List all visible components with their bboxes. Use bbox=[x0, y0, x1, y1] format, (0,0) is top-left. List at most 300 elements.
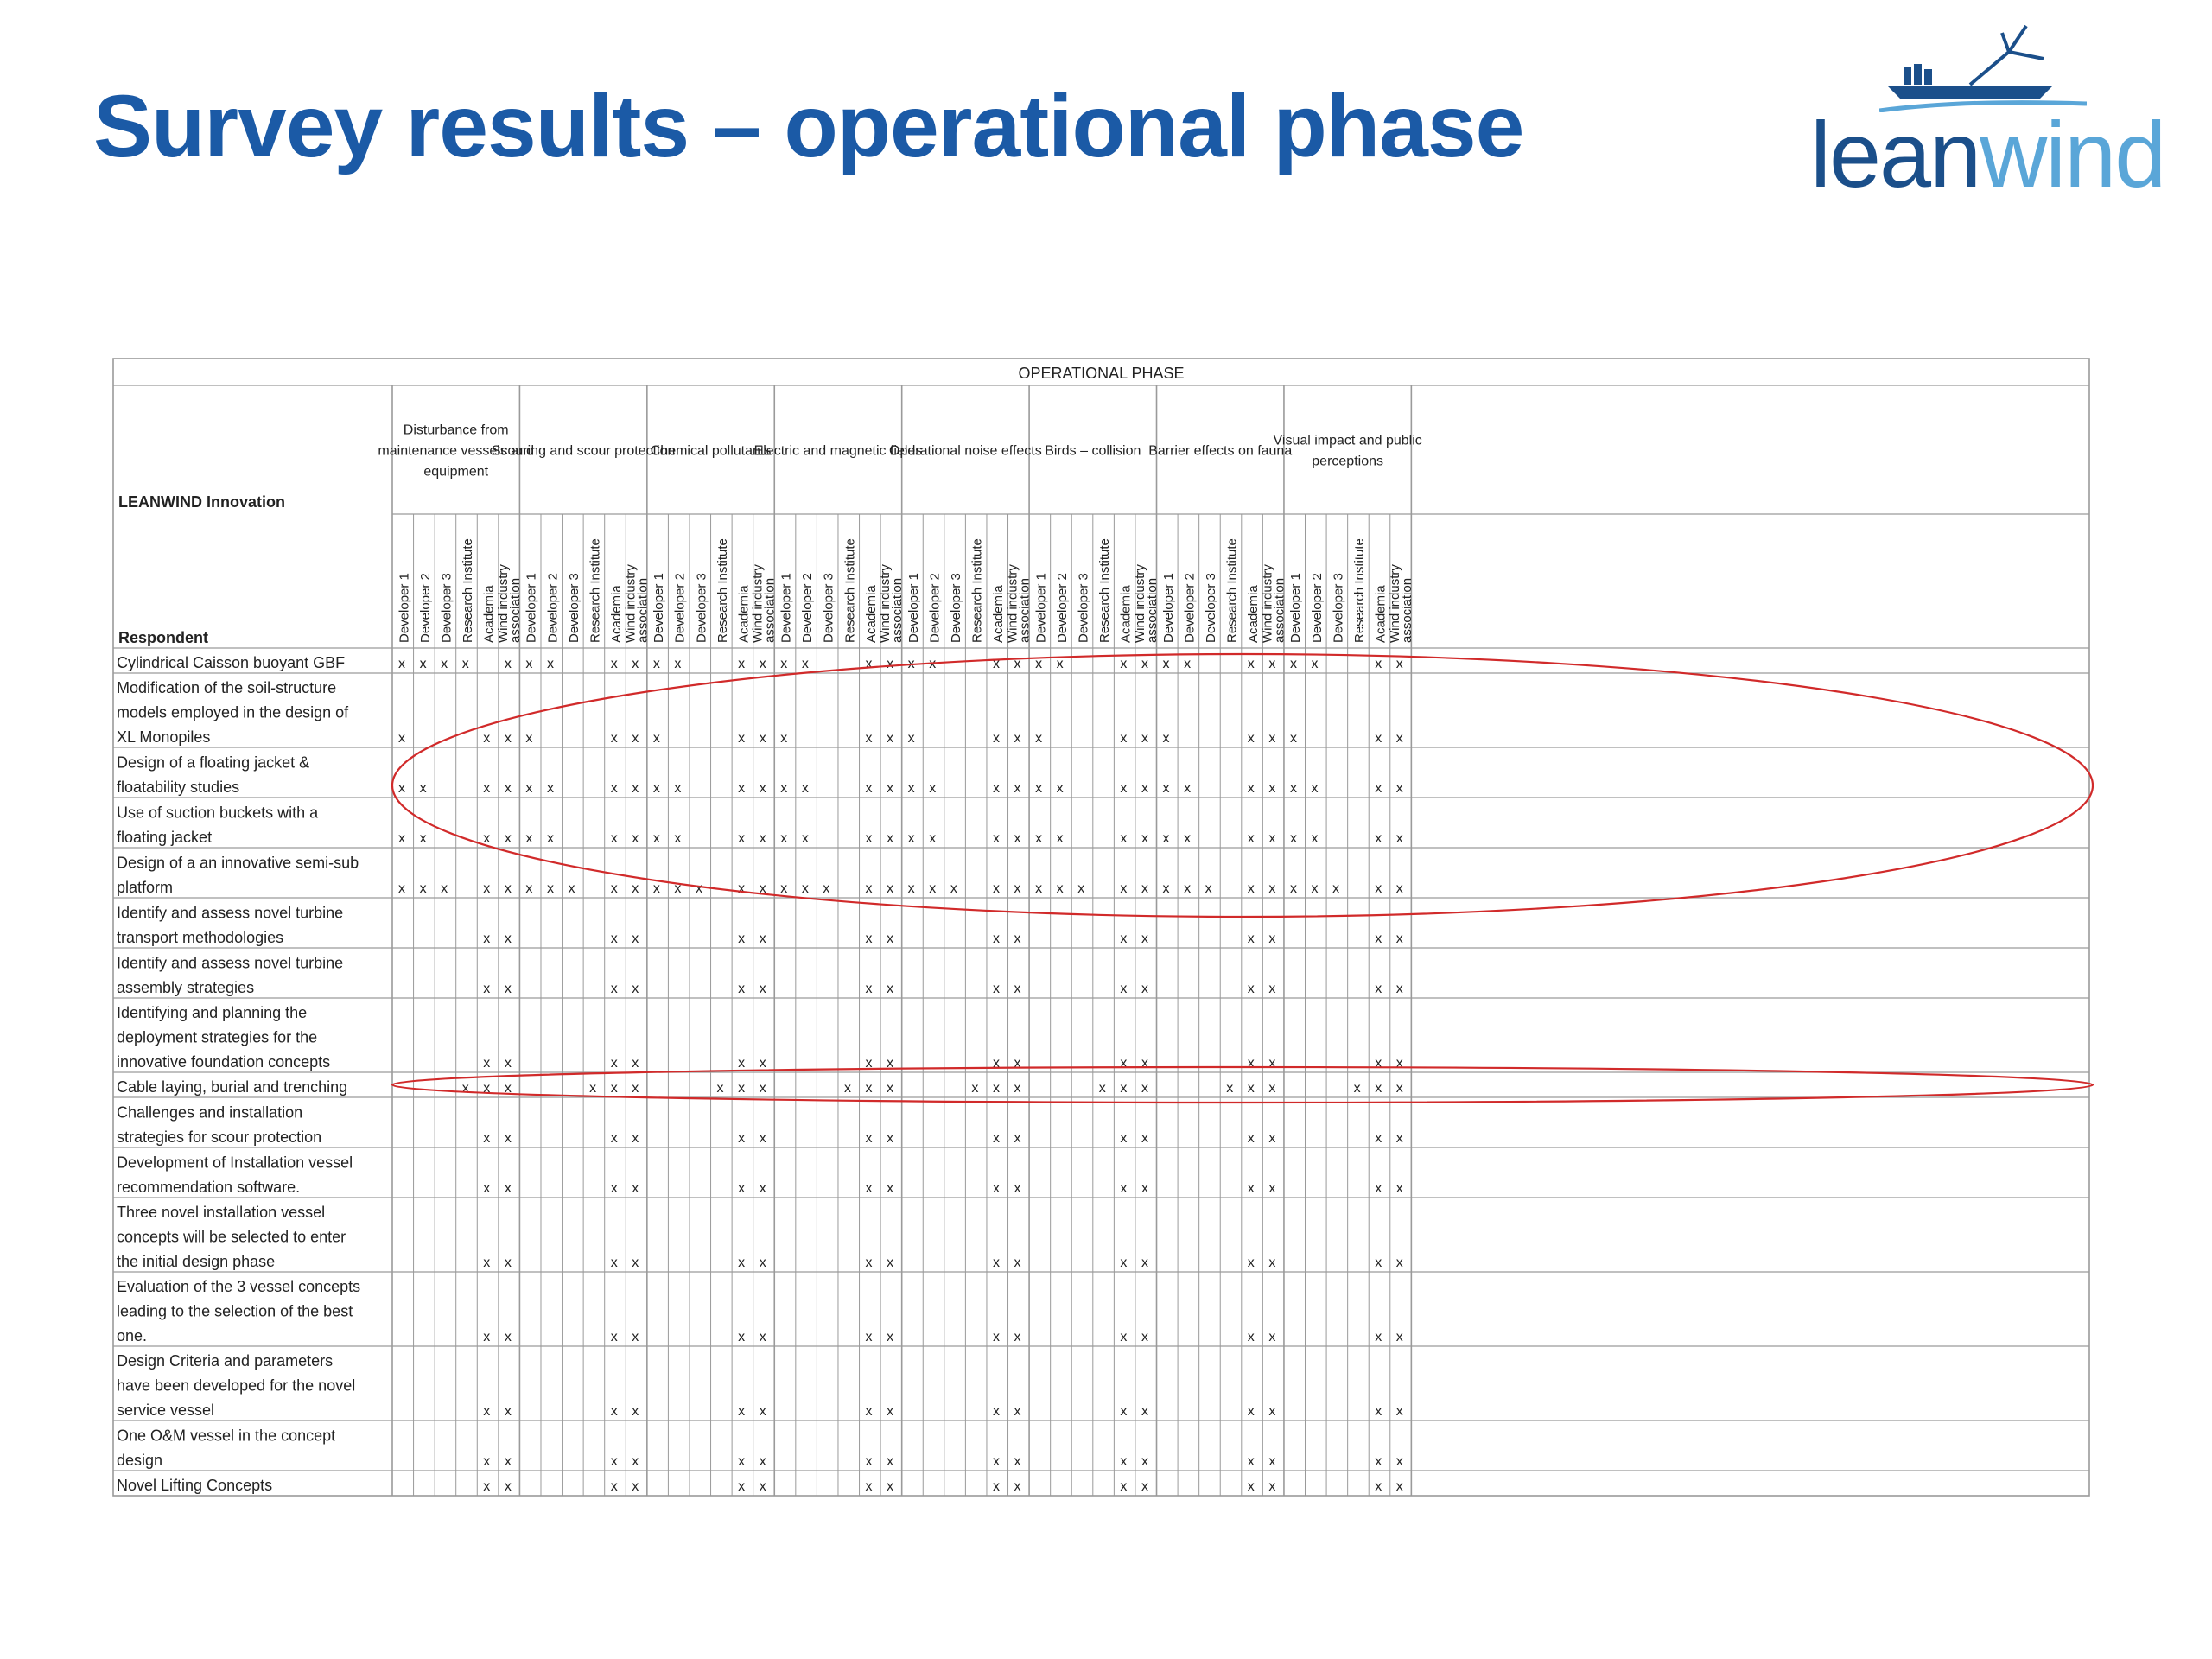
mark-cell: x bbox=[865, 1056, 873, 1071]
mark-cell: x bbox=[398, 881, 405, 896]
mark-cell: x bbox=[1014, 831, 1021, 846]
respondent-label: Academia bbox=[1118, 585, 1134, 643]
mark-cell: x bbox=[738, 881, 746, 896]
mark-cell: x bbox=[1268, 982, 1276, 996]
respondent-label: Developer 3 bbox=[566, 573, 582, 643]
mark-cell: x bbox=[992, 1081, 1000, 1096]
row-label: Challenges and installation bbox=[117, 1103, 303, 1122]
mark-cell: x bbox=[738, 731, 746, 746]
mark-cell: x bbox=[887, 881, 894, 896]
mark-cell: x bbox=[1289, 657, 1297, 671]
mark-cell: x bbox=[1375, 1479, 1382, 1494]
mark-cell: x bbox=[1120, 1131, 1128, 1146]
mark-cell: x bbox=[1395, 1131, 1403, 1146]
mark-cell: x bbox=[398, 831, 405, 846]
mark-cell: x bbox=[610, 781, 618, 796]
mark-cell: x bbox=[610, 931, 618, 946]
mark-cell: x bbox=[1120, 1181, 1128, 1196]
respondent-label: Developer 3 bbox=[694, 573, 709, 643]
mark-cell: x bbox=[632, 1255, 639, 1270]
mark-cell: x bbox=[907, 731, 915, 746]
mark-cell: x bbox=[610, 1081, 618, 1096]
mark-cell: x bbox=[865, 1404, 873, 1419]
mark-cell: x bbox=[887, 1255, 894, 1270]
mark-cell: x bbox=[1311, 831, 1319, 846]
mark-cell: x bbox=[1035, 831, 1043, 846]
mark-cell: x bbox=[1141, 881, 1148, 896]
respondent-label: Developer 3 bbox=[439, 573, 454, 643]
mark-cell: x bbox=[610, 1181, 618, 1196]
mark-cell: x bbox=[759, 1330, 766, 1344]
respondent-label: Developer 2 bbox=[1054, 573, 1070, 643]
mark-cell: x bbox=[1395, 931, 1403, 946]
mark-cell: x bbox=[610, 1056, 618, 1071]
mark-cell: x bbox=[1375, 1181, 1382, 1196]
mark-cell: x bbox=[483, 982, 491, 996]
mark-cell: x bbox=[1395, 1181, 1403, 1196]
mark-cell: x bbox=[610, 881, 618, 896]
mark-cell: x bbox=[759, 1056, 766, 1071]
mark-cell: x bbox=[1014, 1181, 1021, 1196]
mark-cell: x bbox=[843, 1081, 851, 1096]
mark-cell: x bbox=[738, 1330, 746, 1344]
mark-cell: x bbox=[759, 1131, 766, 1146]
row-label: Use of suction buckets with a bbox=[117, 804, 319, 822]
mark-cell: x bbox=[887, 657, 894, 671]
row-label: Modification of the soil-structure bbox=[117, 679, 337, 696]
mark-cell: x bbox=[1268, 931, 1276, 946]
mark-cell: x bbox=[1395, 1479, 1403, 1494]
respondent-label: Academia bbox=[1246, 585, 1262, 643]
mark-cell: x bbox=[1375, 1131, 1382, 1146]
mark-cell: x bbox=[1162, 731, 1170, 746]
row-label: service vessel bbox=[117, 1402, 215, 1419]
category-header: perceptions bbox=[1312, 454, 1384, 469]
mark-cell: x bbox=[759, 881, 766, 896]
mark-cell: x bbox=[1120, 881, 1128, 896]
mark-cell: x bbox=[504, 1330, 512, 1344]
mark-cell: x bbox=[610, 731, 618, 746]
mark-cell: x bbox=[887, 931, 894, 946]
mark-cell: x bbox=[632, 1330, 639, 1344]
mark-cell: x bbox=[632, 731, 639, 746]
respondent-label: association bbox=[890, 577, 906, 643]
mark-cell: x bbox=[1120, 1454, 1128, 1469]
mark-cell: x bbox=[992, 982, 1000, 996]
row-label: Cable laying, burial and trenching bbox=[117, 1078, 348, 1096]
mark-cell: x bbox=[738, 1479, 746, 1494]
mark-cell: x bbox=[546, 831, 554, 846]
mark-cell: x bbox=[504, 1255, 512, 1270]
mark-cell: x bbox=[461, 657, 469, 671]
mark-cell: x bbox=[610, 1479, 618, 1494]
mark-cell: x bbox=[504, 1404, 512, 1419]
mark-cell: x bbox=[483, 1131, 491, 1146]
mark-cell: x bbox=[483, 1454, 491, 1469]
category-header: Visual impact and public bbox=[1273, 433, 1422, 448]
mark-cell: x bbox=[568, 881, 575, 896]
mark-cell: x bbox=[483, 731, 491, 746]
mark-cell: x bbox=[610, 657, 618, 671]
mark-cell: x bbox=[398, 781, 405, 796]
row-label: Three novel installation vessel bbox=[117, 1204, 326, 1221]
row-label: transport methodologies bbox=[117, 929, 284, 946]
mark-cell: x bbox=[1056, 781, 1064, 796]
respondent-label: Developer 2 bbox=[672, 573, 688, 643]
respondent-label: Developer 3 bbox=[821, 573, 836, 643]
mark-cell: x bbox=[738, 1181, 746, 1196]
mark-cell: x bbox=[780, 781, 788, 796]
mark-cell: x bbox=[525, 657, 533, 671]
mark-cell: x bbox=[610, 982, 618, 996]
mark-cell: x bbox=[504, 781, 512, 796]
mark-cell: x bbox=[632, 1404, 639, 1419]
row-label: design bbox=[117, 1452, 163, 1469]
mark-cell: x bbox=[780, 731, 788, 746]
mark-cell: x bbox=[865, 982, 873, 996]
mark-cell: x bbox=[504, 1479, 512, 1494]
mark-cell: x bbox=[865, 1479, 873, 1494]
respondent-label: Developer 2 bbox=[927, 573, 943, 643]
row-label: Identifying and planning the bbox=[117, 1004, 308, 1021]
row-label: Development of Installation vessel bbox=[117, 1154, 353, 1172]
respondent-label: Research Institute bbox=[588, 538, 603, 643]
mark-cell: x bbox=[1184, 881, 1192, 896]
row-label: concepts will be selected to enter bbox=[117, 1228, 346, 1246]
mark-cell: x bbox=[1375, 1081, 1382, 1096]
mark-cell: x bbox=[1375, 931, 1382, 946]
mark-cell: x bbox=[1395, 1081, 1403, 1096]
mark-cell: x bbox=[1141, 731, 1148, 746]
mark-cell: x bbox=[1014, 982, 1021, 996]
mark-cell: x bbox=[865, 831, 873, 846]
respondent-label: Academia bbox=[608, 585, 624, 643]
mark-cell: x bbox=[483, 881, 491, 896]
respondent-label: Research Institute bbox=[842, 538, 858, 643]
mark-cell: x bbox=[398, 657, 405, 671]
mark-cell: x bbox=[1268, 1404, 1276, 1419]
mark-cell: x bbox=[992, 1056, 1000, 1071]
mark-cell: x bbox=[971, 1081, 979, 1096]
mark-cell: x bbox=[1120, 781, 1128, 796]
mark-cell: x bbox=[1268, 1255, 1276, 1270]
mark-cell: x bbox=[1247, 931, 1255, 946]
mark-cell: x bbox=[801, 657, 809, 671]
mark-cell: x bbox=[632, 831, 639, 846]
mark-cell: x bbox=[907, 781, 915, 796]
mark-cell: x bbox=[780, 831, 788, 846]
logo-text-lean: lean bbox=[1810, 102, 1980, 207]
mark-cell: x bbox=[887, 1181, 894, 1196]
respondent-label: Wind industry bbox=[623, 564, 639, 643]
mark-cell: x bbox=[1395, 1056, 1403, 1071]
mark-cell: x bbox=[887, 731, 894, 746]
mark-cell: x bbox=[992, 1131, 1000, 1146]
mark-cell: x bbox=[1056, 831, 1064, 846]
mark-cell: x bbox=[610, 1454, 618, 1469]
respondent-label: Developer 1 bbox=[524, 573, 539, 643]
row-label: models employed in the design of bbox=[117, 703, 349, 721]
mark-cell: x bbox=[929, 881, 937, 896]
row-label: platform bbox=[117, 879, 174, 896]
respondent-label: Research Institute bbox=[1097, 538, 1113, 643]
mark-cell: x bbox=[1077, 881, 1085, 896]
mark-cell: x bbox=[525, 781, 533, 796]
mark-cell: x bbox=[1375, 1255, 1382, 1270]
mark-cell: x bbox=[1395, 881, 1403, 896]
mark-cell: x bbox=[716, 1081, 724, 1096]
mark-cell: x bbox=[1205, 881, 1212, 896]
mark-cell: x bbox=[1247, 1131, 1255, 1146]
row-label: One O&M vessel in the concept bbox=[117, 1427, 336, 1445]
mark-cell: x bbox=[1141, 1131, 1148, 1146]
mark-cell: x bbox=[1395, 831, 1403, 846]
mark-cell: x bbox=[419, 881, 427, 896]
mark-cell: x bbox=[1375, 831, 1382, 846]
mark-cell: x bbox=[589, 1081, 597, 1096]
mark-cell: x bbox=[419, 781, 427, 796]
mark-cell: x bbox=[738, 1404, 746, 1419]
mark-cell: x bbox=[1120, 831, 1128, 846]
mark-cell: x bbox=[801, 881, 809, 896]
respondent-label: Developer 1 bbox=[906, 573, 921, 643]
respondent-label: association bbox=[507, 577, 523, 643]
mark-cell: x bbox=[907, 881, 915, 896]
mark-cell: x bbox=[1014, 1330, 1021, 1344]
mark-cell: x bbox=[610, 1330, 618, 1344]
mark-cell: x bbox=[1141, 1181, 1148, 1196]
mark-cell: x bbox=[887, 831, 894, 846]
respondent-label: Academia bbox=[863, 585, 879, 643]
mark-cell: x bbox=[483, 1479, 491, 1494]
respondent-label: association bbox=[1144, 577, 1160, 643]
mark-cell: x bbox=[525, 831, 533, 846]
mark-cell: x bbox=[1035, 657, 1043, 671]
mark-cell: x bbox=[1035, 731, 1043, 746]
mark-cell: x bbox=[546, 657, 554, 671]
respondent-label: association bbox=[762, 577, 778, 643]
mark-cell: x bbox=[1141, 1330, 1148, 1344]
mark-cell: x bbox=[1247, 731, 1255, 746]
row-label: innovative foundation concepts bbox=[117, 1053, 331, 1071]
mark-cell: x bbox=[504, 657, 512, 671]
mark-cell: x bbox=[1141, 781, 1148, 796]
respondent-label: Developer 2 bbox=[1182, 573, 1198, 643]
row-label: Identify and assess novel turbine bbox=[117, 904, 344, 922]
mark-cell: x bbox=[887, 1330, 894, 1344]
respondent-label: Developer 3 bbox=[1076, 573, 1091, 643]
mark-cell: x bbox=[929, 657, 937, 671]
respondent-label: Academia bbox=[991, 585, 1007, 643]
mark-cell: x bbox=[674, 781, 682, 796]
respondent-label: Developer 1 bbox=[1033, 573, 1049, 643]
mark-cell: x bbox=[632, 781, 639, 796]
mark-cell: x bbox=[461, 1081, 469, 1096]
respondent-header: Respondent bbox=[118, 629, 209, 646]
respondent-label: Developer 1 bbox=[1160, 573, 1176, 643]
mark-cell: x bbox=[759, 1181, 766, 1196]
respondent-label: Academia bbox=[1373, 585, 1389, 643]
mark-cell: x bbox=[632, 657, 639, 671]
row-label: Identify and assess novel turbine bbox=[117, 954, 344, 972]
mark-cell: x bbox=[632, 1056, 639, 1071]
mark-cell: x bbox=[887, 1454, 894, 1469]
mark-cell: x bbox=[1141, 1056, 1148, 1071]
mark-cell: x bbox=[1268, 1330, 1276, 1344]
respondent-label: Developer 1 bbox=[779, 573, 794, 643]
mark-cell: x bbox=[1141, 1479, 1148, 1494]
mark-cell: x bbox=[1035, 881, 1043, 896]
mark-cell: x bbox=[1268, 881, 1276, 896]
mark-cell: x bbox=[610, 1131, 618, 1146]
table-frame bbox=[113, 359, 2089, 1496]
category-header: Birds – collision bbox=[1045, 443, 1141, 459]
mark-cell: x bbox=[1141, 1454, 1148, 1469]
mark-cell: x bbox=[907, 657, 915, 671]
mark-cell: x bbox=[992, 1479, 1000, 1494]
mark-cell: x bbox=[738, 1056, 746, 1071]
mark-cell: x bbox=[483, 831, 491, 846]
mark-cell: x bbox=[632, 1181, 639, 1196]
mark-cell: x bbox=[759, 1081, 766, 1096]
mark-cell: x bbox=[759, 731, 766, 746]
mark-cell: x bbox=[1014, 881, 1021, 896]
respondent-label: Academia bbox=[736, 585, 752, 643]
mark-cell: x bbox=[1247, 1255, 1255, 1270]
mark-cell: x bbox=[1014, 781, 1021, 796]
mark-cell: x bbox=[1141, 657, 1148, 671]
mark-cell: x bbox=[632, 931, 639, 946]
category-header: Barrier effects on fauna bbox=[1148, 443, 1293, 459]
mark-cell: x bbox=[865, 731, 873, 746]
mark-cell: x bbox=[992, 881, 1000, 896]
mark-cell: x bbox=[1375, 1056, 1382, 1071]
respondent-label: Wind industry bbox=[1387, 564, 1402, 643]
mark-cell: x bbox=[992, 931, 1000, 946]
mark-cell: x bbox=[504, 881, 512, 896]
mark-cell: x bbox=[929, 831, 937, 846]
mark-cell: x bbox=[504, 931, 512, 946]
mark-cell: x bbox=[992, 1454, 1000, 1469]
respondent-label: Developer 3 bbox=[1203, 573, 1218, 643]
mark-cell: x bbox=[992, 831, 1000, 846]
mark-cell: x bbox=[441, 881, 448, 896]
mark-cell: x bbox=[1247, 1330, 1255, 1344]
mark-cell: x bbox=[759, 982, 766, 996]
mark-cell: x bbox=[1014, 1056, 1021, 1071]
mark-cell: x bbox=[1056, 657, 1064, 671]
respondent-label: Developer 1 bbox=[652, 573, 667, 643]
mark-cell: x bbox=[1120, 1330, 1128, 1344]
respondent-label: Wind industry bbox=[1005, 564, 1020, 643]
mark-cell: x bbox=[865, 1454, 873, 1469]
respondent-label: Wind industry bbox=[1132, 564, 1147, 643]
mark-cell: x bbox=[546, 881, 554, 896]
mark-cell: x bbox=[1268, 781, 1276, 796]
mark-cell: x bbox=[1247, 982, 1255, 996]
mark-cell: x bbox=[1141, 1081, 1148, 1096]
mark-cell: x bbox=[695, 881, 702, 896]
mark-cell: x bbox=[759, 1255, 766, 1270]
mark-cell: x bbox=[1247, 1454, 1255, 1469]
row-label: deployment strategies for the bbox=[117, 1028, 318, 1046]
mark-cell: x bbox=[1268, 1056, 1276, 1071]
respondent-label: Developer 2 bbox=[417, 573, 433, 643]
mark-cell: x bbox=[1120, 1404, 1128, 1419]
mark-cell: x bbox=[1120, 982, 1128, 996]
mark-cell: x bbox=[1247, 881, 1255, 896]
mark-cell: x bbox=[1247, 781, 1255, 796]
respondent-label: Wind industry bbox=[1260, 564, 1275, 643]
mark-cell: x bbox=[1120, 657, 1128, 671]
mark-cell: x bbox=[992, 1255, 1000, 1270]
mark-cell: x bbox=[992, 1181, 1000, 1196]
category-header: Scouring and scour protection bbox=[491, 443, 676, 459]
mark-cell: x bbox=[738, 931, 746, 946]
row-label: leading to the selection of the best bbox=[117, 1302, 353, 1320]
mark-cell: x bbox=[907, 831, 915, 846]
mark-cell: x bbox=[1184, 781, 1192, 796]
mark-cell: x bbox=[1035, 781, 1043, 796]
respondent-label: Academia bbox=[481, 585, 497, 643]
mark-cell: x bbox=[738, 831, 746, 846]
mark-cell: x bbox=[759, 1454, 766, 1469]
respondent-label: Research Institute bbox=[1351, 538, 1367, 643]
respondent-label: association bbox=[635, 577, 651, 643]
mark-cell: x bbox=[1289, 781, 1297, 796]
mark-cell: x bbox=[652, 831, 660, 846]
mark-cell: x bbox=[632, 1454, 639, 1469]
mark-cell: x bbox=[887, 1479, 894, 1494]
mark-cell: x bbox=[1289, 831, 1297, 846]
mark-cell: x bbox=[865, 657, 873, 671]
mark-cell: x bbox=[1226, 1081, 1234, 1096]
category-header: Disturbance from bbox=[403, 423, 509, 438]
mark-cell: x bbox=[1162, 657, 1170, 671]
mark-cell: x bbox=[992, 657, 1000, 671]
innovation-header: LEANWIND Innovation bbox=[118, 493, 285, 511]
row-label: Cylindrical Caisson buoyant GBF bbox=[117, 654, 346, 671]
mark-cell: x bbox=[483, 1255, 491, 1270]
mark-cell: x bbox=[780, 657, 788, 671]
mark-cell: x bbox=[865, 1181, 873, 1196]
mark-cell: x bbox=[1375, 982, 1382, 996]
mark-cell: x bbox=[1141, 1404, 1148, 1419]
respondent-label: Wind industry bbox=[495, 564, 511, 643]
respondent-label: association bbox=[1017, 577, 1033, 643]
respondent-label: association bbox=[1399, 577, 1414, 643]
mark-cell: x bbox=[1311, 881, 1319, 896]
mark-cell: x bbox=[1014, 1131, 1021, 1146]
mark-cell: x bbox=[1056, 881, 1064, 896]
mark-cell: x bbox=[759, 1404, 766, 1419]
respondent-label: Developer 1 bbox=[1288, 573, 1304, 643]
mark-cell: x bbox=[652, 657, 660, 671]
mark-cell: x bbox=[738, 1131, 746, 1146]
mark-cell: x bbox=[887, 1056, 894, 1071]
mark-cell: x bbox=[865, 1255, 873, 1270]
mark-cell: x bbox=[1141, 831, 1148, 846]
mark-cell: x bbox=[1375, 731, 1382, 746]
mark-cell: x bbox=[738, 657, 746, 671]
mark-cell: x bbox=[1268, 731, 1276, 746]
mark-cell: x bbox=[1375, 1454, 1382, 1469]
mark-cell: x bbox=[887, 1131, 894, 1146]
mark-cell: x bbox=[1141, 1255, 1148, 1270]
row-label: the initial design phase bbox=[117, 1253, 276, 1270]
mark-cell: x bbox=[419, 657, 427, 671]
mark-cell: x bbox=[1120, 1255, 1128, 1270]
